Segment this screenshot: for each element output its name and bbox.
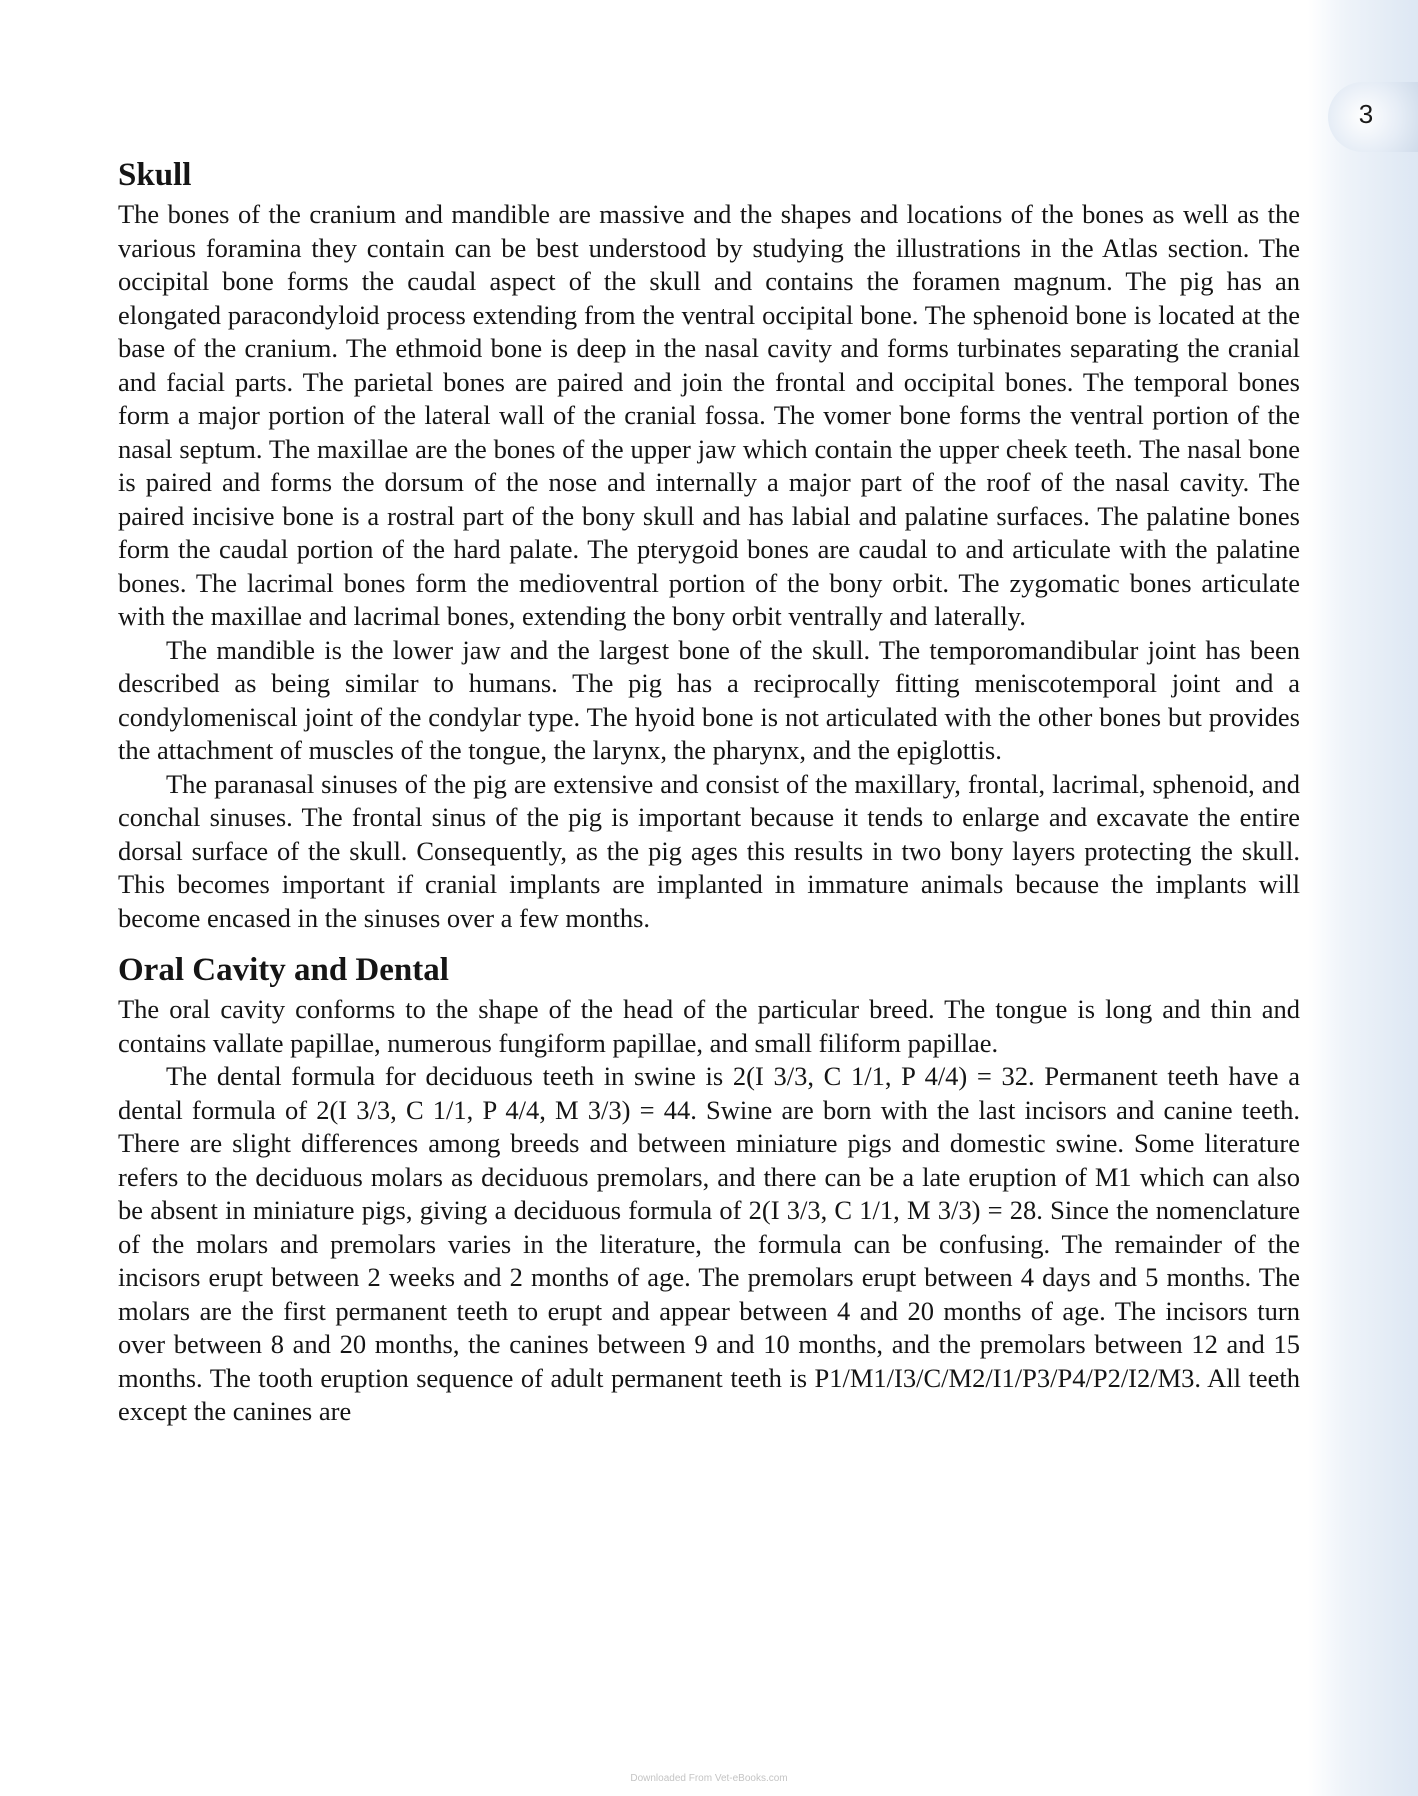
paragraph: The dental formula for deciduous teeth in swine is 2(I 3/3, C 1/1, P 4/4) = 32. Permanent teeth have a dental formula of 2(I 3/3, C 1/1, P 4/4, M 3/3) = 44. Swine are born with the last incisors and canine teeth. There are slight differences among breeds and between miniature pigs and domestic swine. Some literature refers to the deciduous molars as deciduous premolars, and there can be a late eruption of M1 which can also be absent in miniature pigs, giving a deciduous formula of 2(I 3/3, C 1/1, M 3/3) = 28. Since the nomenclature of the molars and premolars varies in the literature, the formula can be confusing. The remainder of the incisors erupt between 2 weeks and 2 months of age. The premolars erupt between 4 days and 5 months. The molars are the first permanent teeth to erupt and appear between 4 and 20 months of age. The incisors turn over between 8 and 20 months, the canines between 9 and 10 months, and the premolars between 12 and 15 months. The tooth eruption sequence of adult permanent teeth is P1/M1/I3/C/M2/I1/P3/P4/P2/I2/M3. All teeth except the canines are: [118, 1061, 1300, 1426]
page-edge-band: [1308, 0, 1418, 1796]
section-heading-oral-cavity: Oral Cavity and Dental: [118, 952, 449, 988]
download-source-note: Downloaded From Vet-eBooks.com: [630, 1773, 788, 1784]
paragraph: The oral cavity conforms to the shape of the head of the particular breed. The tongue is long and thin and contains vallate papillae, numerous fungiform papillae, and small filiform papillae.: [118, 994, 1300, 1058]
paragraph: The paranasal sinuses of the pig are extensive and consist of the maxillary, frontal, lacrimal, sphenoid, and conchal sinuses. The frontal sinus of the pig is important because it tends to enlarge and excavate the entire dorsal surface of the skull. Consequently, as the pig ages this results in two bony layers protecting the skull. This becomes important if cranial implants are implanted in immature animals because the implants will become encased in the sinuses over a few months.: [118, 768, 1300, 933]
paragraph: The bones of the cranium and mandible are massive and the shapes and locations of the bones as well as the various foramina they contain can be best understood by studying the illustrations in the Atlas section. The occipital bone forms the caudal aspect of the skull and contains the foramen magnum. The pig has an elongated paracondyloid process extending from the ventral occipital bone. The sphenoid bone is located at the base of the cranium. The ethmoid bone is deep in the nasal cavity and forms turbinates separating the cranial and facial parts. The parietal bones are paired and join the frontal and occipital bones. The temporal bones form a major portion of the lateral wall of the cranial fossa. The vomer bone forms the ventral portion of the nasal septum. The maxillae are the bones of the upper jaw which contain the upper cheek teeth. The nasal bone is paired and forms the dorsum of the nose and internally a major part of the roof of the nasal cavity. The paired incisive bone is a rostral part of the bony skull and has labial and palatine surfaces. The palatine bones form the caudal portion of the hard palate. The pterygoid bones are caudal to and articulate with the palatine bones. The lacrimal bones form the medioventral portion of the bony orbit. The zygomatic bones articulate with the maxillae and lacrimal bones, extending the bony orbit ventrally and laterally.: [118, 199, 1300, 631]
section-heading-skull: Skull: [118, 157, 192, 193]
page-body: [118, 152, 1300, 1429]
page-number: 3: [1358, 99, 1374, 129]
paragraph: The mandible is the lower jaw and the largest bone of the skull. The temporomandibular joint has been described as being similar to humans. The pig has a reciprocally fitting meniscotemporal joint and a condylomeniscal joint of the condylar type. The hyoid bone is not articulated with the other bones but provides the attachment of muscles of the tongue, the larynx, the pharynx, and the epiglottis.: [118, 634, 1300, 765]
